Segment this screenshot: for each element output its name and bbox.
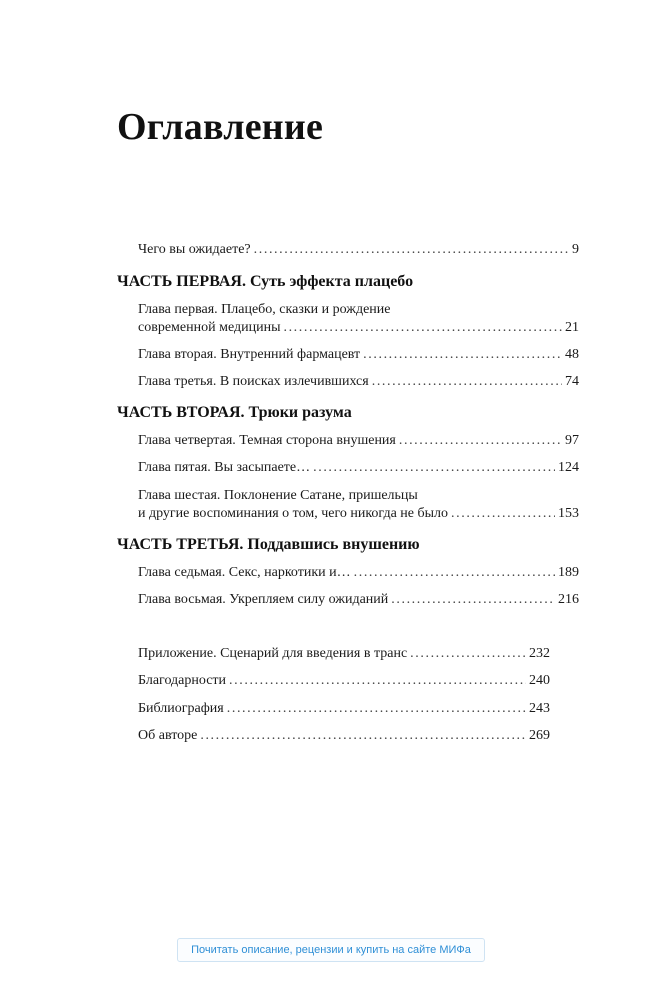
dot-leader — [313, 459, 555, 477]
toc-entry-page: 243 — [529, 701, 550, 716]
page-title: Оглавление — [117, 106, 324, 148]
toc-entry-bibliography[interactable] — [138, 700, 550, 718]
toc-entry-label: Об авторе — [138, 728, 198, 743]
toc-entry-label: и другие воспоминания о том, чего никогда не было — [138, 506, 449, 521]
part-heading-1[interactable]: ЧАСТЬ ПЕРВАЯ. Суть эффекта плацебо — [117, 273, 414, 290]
dot-leader — [227, 700, 526, 718]
toc-entry-chapter-8[interactable] — [138, 591, 579, 609]
toc-entry-page: 153 — [558, 506, 579, 521]
dot-leader — [410, 645, 526, 663]
toc-entry-page: 269 — [529, 728, 550, 743]
toc-entry-page: 9 — [572, 242, 579, 257]
toc-entry-label: Глава вторая. Внутренний фармацевт — [138, 347, 361, 362]
toc-entry-label: Библиография — [138, 701, 224, 716]
dot-leader — [372, 373, 562, 391]
toc-entry-label: Глава третья. В поисках излечившихся — [138, 374, 369, 389]
toc-entry-about-author[interactable] — [138, 727, 550, 745]
dot-leader — [451, 505, 555, 523]
toc-entry-label: Чего вы ожидаете? — [138, 242, 251, 257]
toc-entry-label: Глава пятая. Вы засыпаете… — [138, 460, 311, 475]
mif-website-link[interactable]: Почитать описание, рецензии и купить на сайте МИФа — [177, 938, 485, 962]
toc-entry-label: Глава восьмая. Укрепляем силу ожиданий — [138, 592, 389, 607]
toc-entry-page: 189 — [558, 565, 579, 580]
toc-entry-chapter-7[interactable] — [138, 564, 579, 582]
dot-leader — [391, 591, 555, 609]
dot-leader — [354, 564, 555, 582]
dot-leader — [200, 727, 526, 745]
toc-entry-chapter-1[interactable] — [138, 301, 579, 337]
toc-entry-label: Глава четвертая. Темная сторона внушения — [138, 433, 396, 448]
toc-entry-label: Благодарности — [138, 673, 227, 688]
toc-entry-page: 21 — [565, 320, 579, 335]
toc-entry-page: 74 — [565, 374, 579, 389]
dot-leader — [399, 432, 562, 450]
toc-entry-label: Приложение. Сценарий для введения в транс — [138, 646, 408, 661]
dot-leader — [363, 346, 562, 364]
toc-entry-page: 48 — [565, 347, 579, 362]
dot-leader — [254, 241, 569, 259]
toc-entry-intro[interactable] — [138, 241, 579, 259]
part-heading-3[interactable]: ЧАСТЬ ТРЕТЬЯ. Поддавшись внушению — [117, 536, 420, 553]
dot-leader — [229, 672, 526, 690]
dot-leader — [283, 319, 562, 337]
toc-entry-page: 124 — [558, 460, 579, 475]
toc-entry-chapter-5[interactable] — [138, 459, 579, 477]
toc-entry-label: Глава седьмая. Секс, наркотики и… — [138, 565, 351, 580]
toc-entry-chapter-6[interactable] — [138, 487, 579, 523]
toc-entry-page: 216 — [558, 592, 579, 607]
toc-entry-chapter-3[interactable] — [138, 373, 579, 391]
toc-entry-page: 232 — [529, 646, 550, 661]
toc-entry-chapter-4[interactable] — [138, 432, 579, 450]
toc-entry-label-line1: Глава шестая. Поклонение Сатане, пришельцы — [138, 488, 418, 503]
toc-entry-appendix[interactable] — [138, 645, 550, 663]
toc-entry-label: современной медицины — [138, 320, 281, 335]
toc-entry-page: 97 — [565, 433, 579, 448]
part-heading-2[interactable]: ЧАСТЬ ВТОРАЯ. Трюки разума — [117, 404, 352, 421]
toc-entry-chapter-2[interactable] — [138, 346, 579, 364]
toc-entry-label-line1: Глава первая. Плацебо, сказки и рождение — [138, 302, 391, 317]
toc-entry-acknowledgements[interactable] — [138, 672, 550, 690]
toc-entry-page: 240 — [529, 673, 550, 688]
